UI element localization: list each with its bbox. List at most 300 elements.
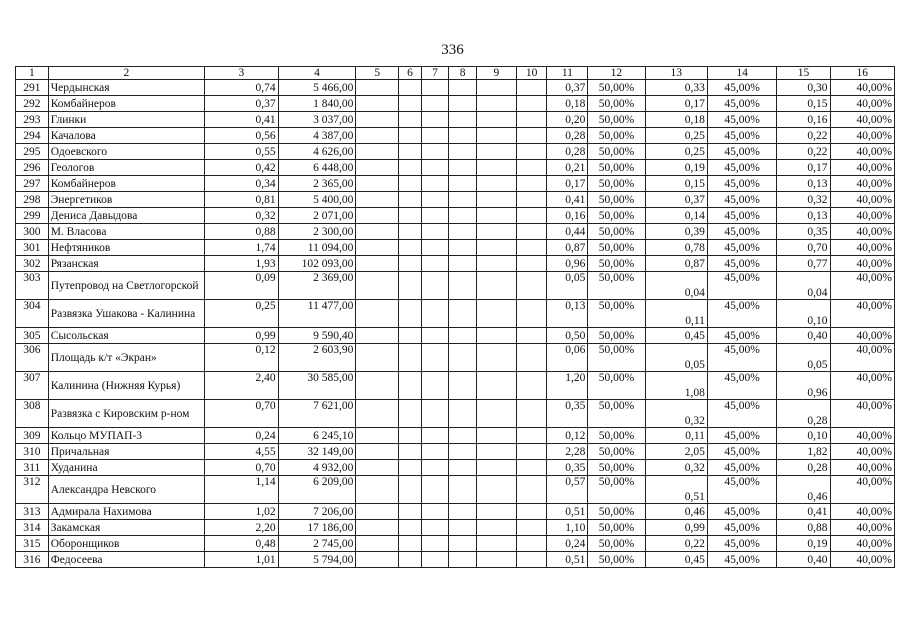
street-name: Оборонщиков	[48, 536, 204, 552]
col-16-percent: 40,00%	[830, 160, 894, 176]
row-number: 300	[16, 224, 49, 240]
col-3-value: 1,74	[205, 240, 279, 256]
street-name: Калинина (Нижняя Курья)	[48, 372, 204, 400]
empty-cell	[399, 256, 421, 272]
empty-cell	[399, 80, 421, 96]
col-14-percent: 45,00%	[707, 444, 777, 460]
empty-cell	[516, 444, 547, 460]
col-11-value: 0,24	[547, 536, 588, 552]
col-3-value: 0,09	[205, 272, 279, 300]
empty-cell	[516, 504, 547, 520]
col-11-value: 0,18	[547, 96, 588, 112]
row-number: 305	[16, 328, 49, 344]
empty-cell	[399, 128, 421, 144]
col-11-value: 0,21	[547, 160, 588, 176]
empty-cell	[516, 520, 547, 536]
col-4-value: 30 585,00	[278, 372, 356, 400]
col-4-value: 7 206,00	[278, 504, 356, 520]
col-11-value: 1,20	[547, 372, 588, 400]
column-header: 16	[830, 67, 894, 80]
col-12-percent: 50,00%	[588, 476, 645, 504]
col-12-percent: 50,00%	[588, 144, 645, 160]
col-3-value: 0,42	[205, 160, 279, 176]
empty-cell	[449, 328, 477, 344]
column-header: 12	[588, 67, 645, 80]
empty-cell	[516, 428, 547, 444]
col-14-percent: 45,00%	[707, 328, 777, 344]
empty-cell	[356, 160, 399, 176]
empty-cell	[476, 128, 516, 144]
empty-cell	[399, 444, 421, 460]
empty-cell	[421, 208, 449, 224]
col-3-value: 0,48	[205, 536, 279, 552]
col-4-value: 6 209,00	[278, 476, 356, 504]
column-header: 1	[16, 67, 49, 80]
empty-cell	[516, 176, 547, 192]
col-16-percent: 40,00%	[830, 256, 894, 272]
street-name: Глинки	[48, 112, 204, 128]
row-number: 304	[16, 300, 49, 328]
empty-cell	[476, 328, 516, 344]
col-12-percent: 50,00%	[588, 344, 645, 372]
col-4-value: 4 387,00	[278, 128, 356, 144]
empty-cell	[476, 144, 516, 160]
empty-cell	[516, 128, 547, 144]
col-4-value: 1 840,00	[278, 96, 356, 112]
col-3-value: 0,25	[205, 300, 279, 328]
empty-cell	[399, 552, 421, 568]
col-4-value: 5 400,00	[278, 192, 356, 208]
empty-cell	[399, 460, 421, 476]
col-11-value: 0,13	[547, 300, 588, 328]
empty-cell	[476, 372, 516, 400]
row-number: 308	[16, 400, 49, 428]
col-16-percent: 40,00%	[830, 80, 894, 96]
empty-cell	[421, 328, 449, 344]
empty-cell	[399, 208, 421, 224]
col-13-value: 0,87	[645, 256, 707, 272]
col-15-value: 0,30	[777, 80, 830, 96]
col-11-value: 1,10	[547, 520, 588, 536]
col-15-value: 0,19	[777, 536, 830, 552]
col-14-percent: 45,00%	[707, 428, 777, 444]
col-16-percent: 40,00%	[830, 192, 894, 208]
col-3-value: 1,01	[205, 552, 279, 568]
empty-cell	[399, 428, 421, 444]
col-14-percent: 45,00%	[707, 504, 777, 520]
empty-cell	[449, 144, 477, 160]
col-14-percent: 45,00%	[707, 128, 777, 144]
row-number: 307	[16, 372, 49, 400]
empty-cell	[356, 272, 399, 300]
empty-cell	[421, 552, 449, 568]
col-13-value: 0,25	[645, 128, 707, 144]
street-name: Геологов	[48, 160, 204, 176]
col-3-value: 0,56	[205, 128, 279, 144]
col-11-value: 0,37	[547, 80, 588, 96]
col-13-value: 0,37	[645, 192, 707, 208]
street-name: Федосеева	[48, 552, 204, 568]
col-12-percent: 50,00%	[588, 240, 645, 256]
empty-cell	[399, 160, 421, 176]
col-4-value: 2 369,00	[278, 272, 356, 300]
col-11-value: 0,35	[547, 460, 588, 476]
empty-cell	[516, 460, 547, 476]
col-16-percent: 40,00%	[830, 504, 894, 520]
col-11-value: 0,17	[547, 176, 588, 192]
empty-cell	[399, 176, 421, 192]
col-16-percent: 40,00%	[830, 536, 894, 552]
column-header: 7	[421, 67, 449, 80]
col-14-percent: 45,00%	[707, 520, 777, 536]
empty-cell	[356, 96, 399, 112]
col-15-value: 0,40	[777, 328, 830, 344]
column-header: 13	[645, 67, 707, 80]
col-13-value: 0,51	[645, 476, 707, 504]
table-row	[16, 80, 895, 96]
col-16-percent: 40,00%	[830, 460, 894, 476]
col-4-value: 11 477,00	[278, 300, 356, 328]
col-3-value: 1,02	[205, 504, 279, 520]
empty-cell	[476, 428, 516, 444]
col-3-value: 0,32	[205, 208, 279, 224]
col-11-value: 0,50	[547, 328, 588, 344]
empty-cell	[399, 272, 421, 300]
empty-cell	[421, 520, 449, 536]
col-3-value: 0,74	[205, 80, 279, 96]
empty-cell	[476, 80, 516, 96]
empty-cell	[476, 240, 516, 256]
empty-cell	[421, 96, 449, 112]
empty-cell	[399, 112, 421, 128]
col-13-value: 0,45	[645, 552, 707, 568]
col-13-value: 0,99	[645, 520, 707, 536]
row-number: 311	[16, 460, 49, 476]
col-4-value: 7 621,00	[278, 400, 356, 428]
street-name: Худанина	[48, 460, 204, 476]
col-16-percent: 40,00%	[830, 476, 894, 504]
col-4-value: 102 093,00	[278, 256, 356, 272]
column-header: 11	[547, 67, 588, 80]
empty-cell	[516, 372, 547, 400]
table-row	[16, 144, 895, 160]
col-15-value: 0,41	[777, 504, 830, 520]
empty-cell	[356, 144, 399, 160]
street-name: Качалова	[48, 128, 204, 144]
empty-cell	[476, 536, 516, 552]
empty-cell	[516, 96, 547, 112]
empty-cell	[449, 208, 477, 224]
col-12-percent: 50,00%	[588, 224, 645, 240]
empty-cell	[421, 80, 449, 96]
col-16-percent: 40,00%	[830, 552, 894, 568]
col-16-percent: 40,00%	[830, 240, 894, 256]
empty-cell	[399, 300, 421, 328]
column-header: 9	[476, 67, 516, 80]
column-header: 14	[707, 67, 777, 80]
table-row	[16, 504, 895, 520]
col-14-percent: 45,00%	[707, 536, 777, 552]
col-14-percent: 45,00%	[707, 400, 777, 428]
empty-cell	[476, 256, 516, 272]
col-16-percent: 40,00%	[830, 300, 894, 328]
row-number: 294	[16, 128, 49, 144]
row-number: 312	[16, 476, 49, 504]
empty-cell	[356, 536, 399, 552]
col-14-percent: 45,00%	[707, 476, 777, 504]
col-11-value: 0,06	[547, 344, 588, 372]
empty-cell	[421, 240, 449, 256]
empty-cell	[476, 400, 516, 428]
empty-cell	[476, 552, 516, 568]
table-row	[16, 520, 895, 536]
table-row	[16, 300, 895, 328]
empty-cell	[399, 240, 421, 256]
col-12-percent: 50,00%	[588, 400, 645, 428]
column-header: 6	[399, 67, 421, 80]
empty-cell	[449, 504, 477, 520]
col-3-value: 0,41	[205, 112, 279, 128]
col-12-percent: 50,00%	[588, 272, 645, 300]
col-11-value: 0,51	[547, 552, 588, 568]
street-name: Кольцо МУПАП-3	[48, 428, 204, 444]
empty-cell	[356, 344, 399, 372]
row-number: 315	[16, 536, 49, 552]
row-number: 292	[16, 96, 49, 112]
street-name: Комбайнеров	[48, 176, 204, 192]
table-row	[16, 240, 895, 256]
col-15-value: 0,10	[777, 300, 830, 328]
col-13-value: 0,04	[645, 272, 707, 300]
empty-cell	[476, 176, 516, 192]
col-3-value: 0,81	[205, 192, 279, 208]
col-11-value: 0,57	[547, 476, 588, 504]
col-13-value: 0,11	[645, 300, 707, 328]
col-16-percent: 40,00%	[830, 208, 894, 224]
empty-cell	[476, 344, 516, 372]
table-body	[16, 80, 895, 568]
col-12-percent: 50,00%	[588, 520, 645, 536]
street-name: Одоевского	[48, 144, 204, 160]
col-14-percent: 45,00%	[707, 144, 777, 160]
empty-cell	[421, 128, 449, 144]
data-table	[15, 66, 895, 568]
col-15-value: 0,13	[777, 176, 830, 192]
col-13-value: 0,19	[645, 160, 707, 176]
col-3-value: 2,40	[205, 372, 279, 400]
col-4-value: 11 094,00	[278, 240, 356, 256]
col-13-value: 0,22	[645, 536, 707, 552]
col-11-value: 0,96	[547, 256, 588, 272]
col-15-value: 0,88	[777, 520, 830, 536]
empty-cell	[399, 224, 421, 240]
col-4-value: 2 071,00	[278, 208, 356, 224]
empty-cell	[516, 328, 547, 344]
column-header: 15	[777, 67, 830, 80]
empty-cell	[516, 256, 547, 272]
empty-cell	[476, 300, 516, 328]
empty-cell	[421, 428, 449, 444]
col-14-percent: 45,00%	[707, 240, 777, 256]
empty-cell	[356, 112, 399, 128]
table-row	[16, 256, 895, 272]
empty-cell	[421, 444, 449, 460]
street-name: Александра Невского	[48, 476, 204, 504]
col-16-percent: 40,00%	[830, 444, 894, 460]
col-15-value: 0,28	[777, 460, 830, 476]
empty-cell	[421, 460, 449, 476]
col-4-value: 3 037,00	[278, 112, 356, 128]
empty-cell	[449, 460, 477, 476]
col-16-percent: 40,00%	[830, 344, 894, 372]
empty-cell	[516, 160, 547, 176]
empty-cell	[421, 272, 449, 300]
empty-cell	[516, 112, 547, 128]
col-13-value: 0,46	[645, 504, 707, 520]
empty-cell	[421, 192, 449, 208]
empty-cell	[421, 144, 449, 160]
row-number: 297	[16, 176, 49, 192]
empty-cell	[449, 372, 477, 400]
col-14-percent: 45,00%	[707, 176, 777, 192]
col-15-value: 0,28	[777, 400, 830, 428]
empty-cell	[356, 240, 399, 256]
col-13-value: 1,08	[645, 372, 707, 400]
col-12-percent: 50,00%	[588, 328, 645, 344]
table-row	[16, 96, 895, 112]
empty-cell	[421, 504, 449, 520]
col-15-value: 0,16	[777, 112, 830, 128]
empty-cell	[356, 372, 399, 400]
col-14-percent: 45,00%	[707, 112, 777, 128]
table-row	[16, 460, 895, 476]
empty-cell	[421, 476, 449, 504]
col-3-value: 0,37	[205, 96, 279, 112]
empty-cell	[421, 300, 449, 328]
table-row	[16, 192, 895, 208]
col-15-value: 0,13	[777, 208, 830, 224]
col-12-percent: 50,00%	[588, 256, 645, 272]
empty-cell	[421, 536, 449, 552]
empty-cell	[516, 400, 547, 428]
street-name: Площадь к/т «Экран»	[48, 344, 204, 372]
col-14-percent: 45,00%	[707, 256, 777, 272]
col-3-value: 0,24	[205, 428, 279, 444]
col-3-value: 1,93	[205, 256, 279, 272]
col-15-value: 0,77	[777, 256, 830, 272]
col-13-value: 0,39	[645, 224, 707, 240]
col-14-percent: 45,00%	[707, 96, 777, 112]
col-13-value: 0,25	[645, 144, 707, 160]
empty-cell	[399, 192, 421, 208]
table-header-row	[16, 67, 895, 80]
col-15-value: 0,15	[777, 96, 830, 112]
empty-cell	[449, 80, 477, 96]
col-11-value: 0,41	[547, 192, 588, 208]
empty-cell	[449, 520, 477, 536]
col-4-value: 6 448,00	[278, 160, 356, 176]
col-13-value: 0,78	[645, 240, 707, 256]
col-3-value: 4,55	[205, 444, 279, 460]
col-11-value: 0,16	[547, 208, 588, 224]
empty-cell	[399, 476, 421, 504]
table-row	[16, 328, 895, 344]
empty-cell	[421, 400, 449, 428]
col-11-value: 0,12	[547, 428, 588, 444]
empty-cell	[356, 328, 399, 344]
col-12-percent: 50,00%	[588, 112, 645, 128]
table-row	[16, 400, 895, 428]
col-14-percent: 45,00%	[707, 192, 777, 208]
empty-cell	[399, 536, 421, 552]
empty-cell	[476, 520, 516, 536]
col-12-percent: 50,00%	[588, 552, 645, 568]
col-14-percent: 45,00%	[707, 80, 777, 96]
col-11-value: 0,35	[547, 400, 588, 428]
col-15-value: 0,22	[777, 144, 830, 160]
col-3-value: 0,34	[205, 176, 279, 192]
empty-cell	[476, 192, 516, 208]
street-name: Энергетиков	[48, 192, 204, 208]
col-11-value: 0,28	[547, 128, 588, 144]
empty-cell	[476, 224, 516, 240]
row-number: 296	[16, 160, 49, 176]
col-12-percent: 50,00%	[588, 192, 645, 208]
col-13-value: 0,45	[645, 328, 707, 344]
table-row	[16, 272, 895, 300]
col-14-percent: 45,00%	[707, 208, 777, 224]
col-14-percent: 45,00%	[707, 224, 777, 240]
empty-cell	[356, 128, 399, 144]
street-name: М. Власова	[48, 224, 204, 240]
col-3-value: 0,99	[205, 328, 279, 344]
table-row	[16, 112, 895, 128]
row-number: 295	[16, 144, 49, 160]
column-header: 4	[278, 67, 356, 80]
empty-cell	[356, 476, 399, 504]
col-12-percent: 50,00%	[588, 300, 645, 328]
street-name: Путепровод на Светлогорской	[48, 272, 204, 300]
col-13-value: 0,18	[645, 112, 707, 128]
col-15-value: 0,10	[777, 428, 830, 444]
table-row	[16, 176, 895, 192]
col-13-value: 0,17	[645, 96, 707, 112]
table-row	[16, 208, 895, 224]
col-4-value: 5 794,00	[278, 552, 356, 568]
empty-cell	[356, 192, 399, 208]
row-number: 313	[16, 504, 49, 520]
col-12-percent: 50,00%	[588, 208, 645, 224]
col-12-percent: 50,00%	[588, 96, 645, 112]
col-13-value: 0,15	[645, 176, 707, 192]
col-11-value: 0,87	[547, 240, 588, 256]
col-13-value: 0,32	[645, 460, 707, 476]
col-4-value: 2 365,00	[278, 176, 356, 192]
empty-cell	[356, 428, 399, 444]
empty-cell	[356, 444, 399, 460]
empty-cell	[449, 536, 477, 552]
empty-cell	[399, 504, 421, 520]
col-15-value: 0,96	[777, 372, 830, 400]
col-15-value: 0,35	[777, 224, 830, 240]
col-15-value: 0,46	[777, 476, 830, 504]
row-number: 310	[16, 444, 49, 460]
row-number: 301	[16, 240, 49, 256]
street-name: Нефтяников	[48, 240, 204, 256]
empty-cell	[476, 504, 516, 520]
empty-cell	[449, 444, 477, 460]
street-name: Причальная	[48, 444, 204, 460]
